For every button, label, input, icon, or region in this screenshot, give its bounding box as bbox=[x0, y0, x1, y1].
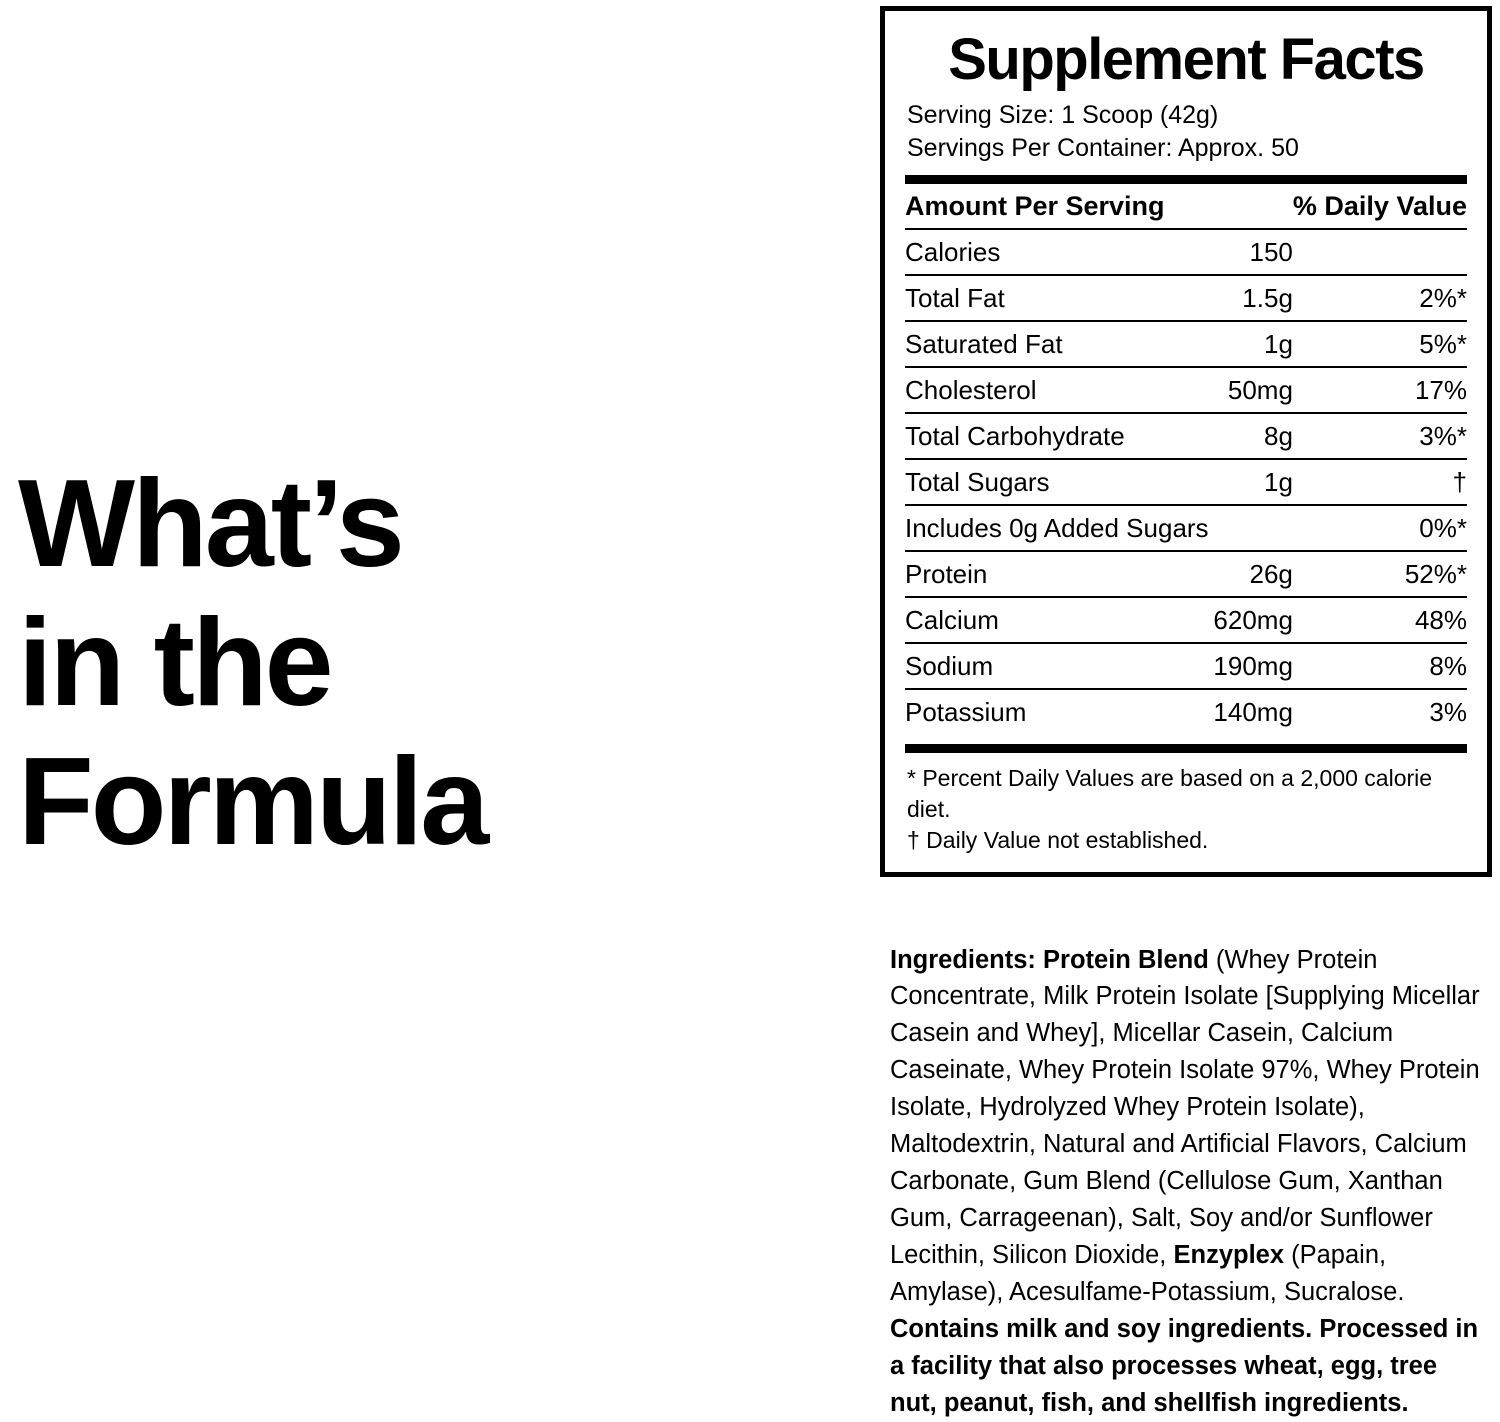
page-title bbox=[18, 455, 798, 872]
footnote-not-established: † Daily Value not established. bbox=[907, 825, 1467, 856]
protein-blend-body: (Whey Protein Concentrate, Milk Protein Isolate [Supplying Micellar Casein and Whey], Micellar Casein, Calcium Caseinate, Whey Protein Isolate 97%, Whey Protein Isolate, Hydrolyzed Whey Protein Isolate), Maltodextrin, Natural and Artificial Flavors, Calcium Carbonate, Gum Blend (Cellulose Gum, Xanthan Gum, Carrageenan), Salt, Soy and/or Sunflower Lecithin, Silicon Dioxide, bbox=[890, 946, 1480, 1270]
table-row bbox=[905, 229, 1467, 275]
supplement-facts-panel bbox=[880, 6, 1492, 877]
nutrient-dv: † bbox=[1293, 459, 1467, 505]
supplement-facts-title: Supplement Facts bbox=[905, 31, 1467, 89]
header-amount-per-serving: Amount Per Serving bbox=[905, 184, 1212, 229]
ingredients-paragraph bbox=[890, 942, 1490, 1422]
table-row bbox=[905, 505, 1467, 551]
header-daily-value: % Daily Value bbox=[1293, 184, 1467, 229]
nutrient-name: Total Carbohydrate bbox=[905, 413, 1212, 459]
nutrient-name: Potassium bbox=[905, 689, 1212, 734]
nutrient-amount: 50mg bbox=[1212, 367, 1293, 413]
nutrient-name: Protein bbox=[905, 551, 1212, 597]
header-spacer bbox=[1212, 184, 1293, 229]
nutrient-dv: 2%* bbox=[1293, 275, 1467, 321]
table-row bbox=[905, 551, 1467, 597]
nutrient-dv: 48% bbox=[1293, 597, 1467, 643]
table-row bbox=[905, 597, 1467, 643]
nutrient-amount: 1g bbox=[1212, 321, 1293, 367]
nutrient-name: Total Sugars bbox=[905, 459, 1212, 505]
servings-per-container: Servings Per Container: Approx. 50 bbox=[907, 132, 1467, 165]
table-header-row bbox=[905, 184, 1467, 229]
table-row bbox=[905, 413, 1467, 459]
page-title-line-3: Formula bbox=[18, 733, 798, 872]
nutrient-amount: 8g bbox=[1212, 413, 1293, 459]
table-row bbox=[905, 321, 1467, 367]
nutrient-amount: 140mg bbox=[1212, 689, 1293, 734]
nutrient-dv: 0%* bbox=[1293, 505, 1467, 551]
nutrient-name: Includes 0g Added Sugars bbox=[905, 505, 1212, 551]
nutrient-amount bbox=[1212, 505, 1293, 551]
divider-thick-top bbox=[905, 175, 1467, 184]
footnotes bbox=[907, 763, 1467, 856]
nutrient-name: Calories bbox=[905, 229, 1212, 275]
nutrient-dv bbox=[1293, 229, 1467, 275]
nutrition-table bbox=[905, 184, 1467, 734]
nutrient-name: Sodium bbox=[905, 643, 1212, 689]
page-title-line-1: What’s bbox=[18, 455, 798, 594]
enzyplex-label: Enzyplex bbox=[1173, 1241, 1284, 1269]
ingredients-label: Ingredients: bbox=[890, 946, 1036, 974]
serving-size: Serving Size: 1 Scoop (42g) bbox=[907, 99, 1467, 132]
protein-blend-label: Protein Blend bbox=[1043, 946, 1209, 974]
nutrient-name: Calcium bbox=[905, 597, 1212, 643]
nutrient-amount: 150 bbox=[1212, 229, 1293, 275]
nutrient-dv: 8% bbox=[1293, 643, 1467, 689]
table-row bbox=[905, 275, 1467, 321]
nutrient-dv: 52%* bbox=[1293, 551, 1467, 597]
footnote-daily-values: * Percent Daily Values are based on a 2,000 calorie diet. bbox=[907, 763, 1467, 825]
nutrient-amount: 190mg bbox=[1212, 643, 1293, 689]
allergen-warning: Contains milk and soy ingredients. Processed in a facility that also processes wheat, egg, tree nut, peanut, fish, and shellfish ingredients. bbox=[890, 1315, 1478, 1417]
table-row bbox=[905, 459, 1467, 505]
nutrient-amount: 1.5g bbox=[1212, 275, 1293, 321]
nutrition-column bbox=[880, 0, 1492, 1379]
table-row bbox=[905, 367, 1467, 413]
nutrient-dv: 17% bbox=[1293, 367, 1467, 413]
nutrient-amount: 1g bbox=[1212, 459, 1293, 505]
nutrient-name: Saturated Fat bbox=[905, 321, 1212, 367]
table-row bbox=[905, 643, 1467, 689]
enzyplex-body: (Papain, Amylase), Acesulfame-Potassium, Sucralose. bbox=[890, 1241, 1404, 1306]
nutrient-name: Total Fat bbox=[905, 275, 1212, 321]
divider-thick-bottom bbox=[905, 744, 1467, 753]
nutrient-dv: 3% bbox=[1293, 689, 1467, 734]
nutrient-name: Cholesterol bbox=[905, 367, 1212, 413]
nutrient-amount: 620mg bbox=[1212, 597, 1293, 643]
nutrient-dv: 5%* bbox=[1293, 321, 1467, 367]
page-title-line-2: in the bbox=[18, 594, 798, 733]
table-row bbox=[905, 689, 1467, 734]
nutrient-amount: 26g bbox=[1212, 551, 1293, 597]
nutrient-dv: 3%* bbox=[1293, 413, 1467, 459]
